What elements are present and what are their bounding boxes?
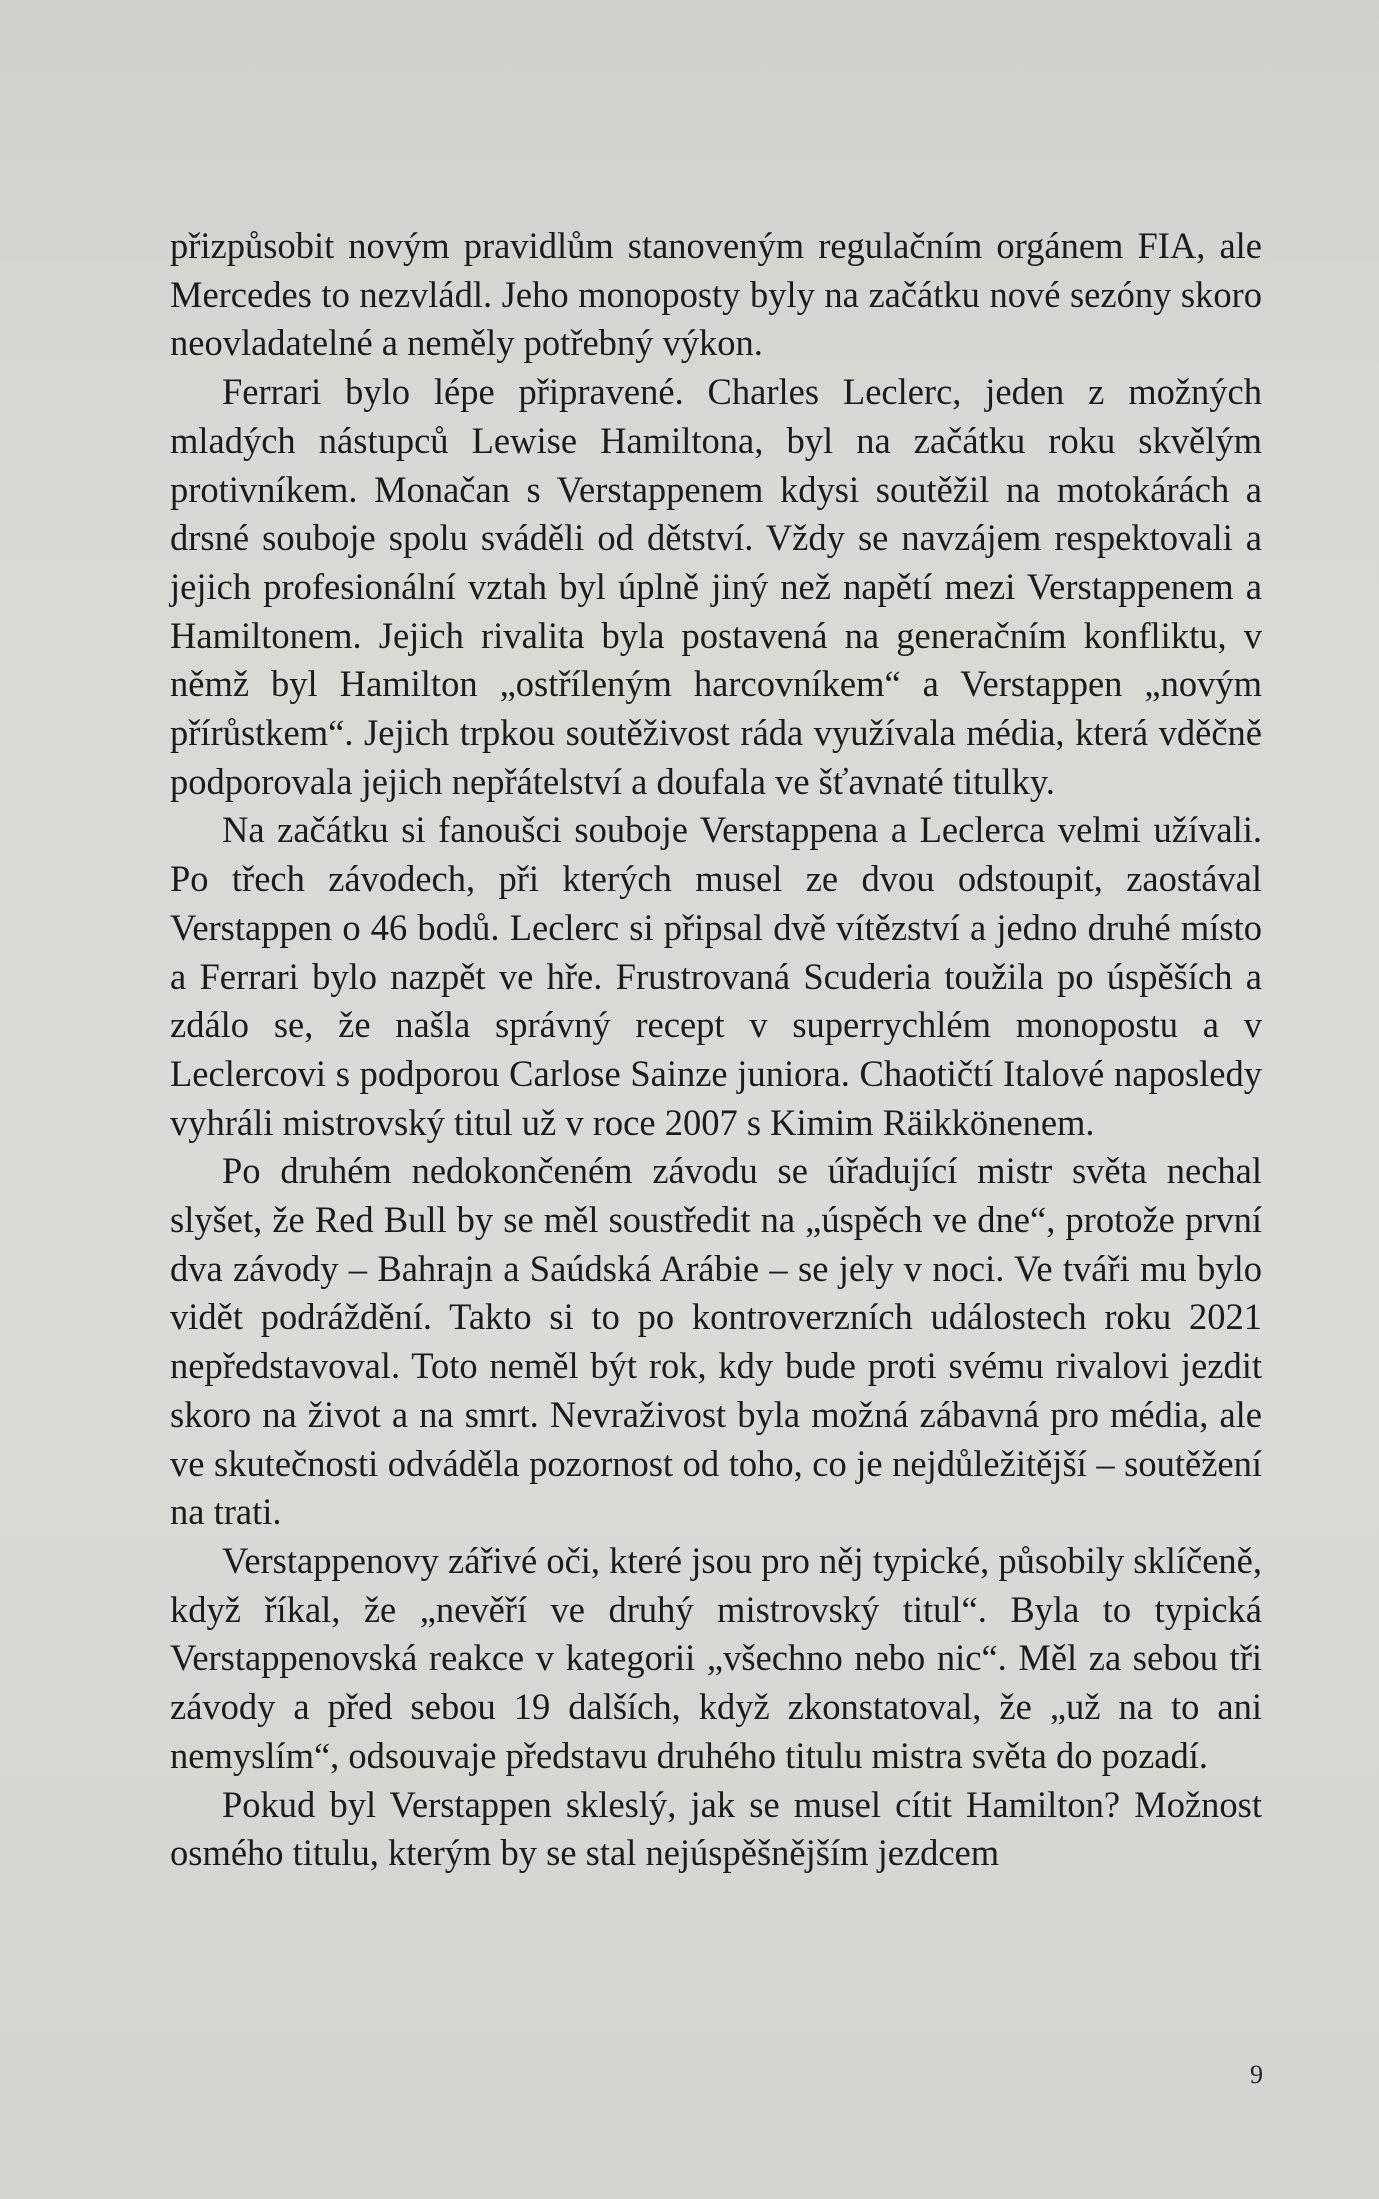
paragraph-2: Ferrari bylo lépe připravené. Charles Leclerc, jeden z možných mladých nástupců Lewise Hamiltona, byl na začátku roku skvělým protivníkem. Monačan s Verstappenem kdysi soutěžil na motokárách a drsné souboje spolu sváděli od dětství. Vždy se navzájem respektovali a jejich profesionální vztah byl úplně jiný než napětí mezi Verstappenem a Hamiltonem. Jejich rivalita byla postavená na generačním konfliktu, v němž byl Hamilton „ostříleným harcovníkem“ a Verstappen „novým přírůstkem“. Jejich trpkou soutěživost ráda využívala média, která vděčně podporovala jejich nepřátelství a doufala ve šťavnaté titulky. <box>170 371 1262 802</box>
body-text <box>170 222 1262 1878</box>
page-number: 9 <box>1250 2060 1263 2089</box>
paragraph-4: Po druhém nedokončeném závodu se úřadující mistr světa nechal slyšet, že Red Bull by se měl soustředit na „úspěch ve dne“, protože první dva závody – Bahrajn a Saúdská Arábie – se jely v noci. Ve tváři mu bylo vidět podráždění. Takto si to po kontroverzních událostech roku 2021 nepředstavoval. Toto neměl být rok, kdy bude proti svému rivalovi jezdit skoro na život a na smrt. Nevraživost byla možná zábavná pro média, ale ve skutečnosti odváděla pozornost od toho, co je nejdůležitější – soutěžení na trati. <box>170 1150 1262 1533</box>
paragraph-5: Verstappenovy zářivé oči, které jsou pro něj typické, působily sklíčeně, když říkal, že „nevěří ve druhý mistrovský titul“. Byla to typická Verstappenovská reakce v kategorii „všechno nebo nic“. Měl za sebou tři závody a před sebou 19 dalších, když zkonstatoval, že „už na to ani nemyslím“, odsouvaje představu druhého titulu mistra světa do pozadí. <box>170 1539 1262 1776</box>
paragraph-3: Na začátku si fanoušci souboje Verstappena a Leclerca velmi užívali. Po třech závodech, při kterých musel ze dvou odstoupit, zaostával Verstappen o 46 bodů. Leclerc si připsal dvě vítězství a jedno druhé místo a Ferrari bylo nazpět ve hře. Frustrovaná Scuderia toužila po úspěších a zdálo se, že našla správný recept v superrychlém monopostu a v Leclercovi s podporou Carlose Sainze juniora. Chaotičtí Italové naposledy vyhráli mistrovský titul už v roce 2007 s Kimim Räikkönenem. <box>170 809 1262 1143</box>
paragraph-6: Pokud byl Verstappen skleslý, jak se musel cítit Hamilton? Možnost osmého titulu, kterým by se stal nejúspěšnějším jezdcem <box>170 1783 1262 1874</box>
paragraph-1: přizpůsobit novým pravidlům stanoveným regulačním orgánem FIA, ale Mercedes to nezvládl. Jeho monoposty byly na začátku nové sezóny skoro neovladatelné a neměly potřebný výkon. <box>170 225 1262 364</box>
